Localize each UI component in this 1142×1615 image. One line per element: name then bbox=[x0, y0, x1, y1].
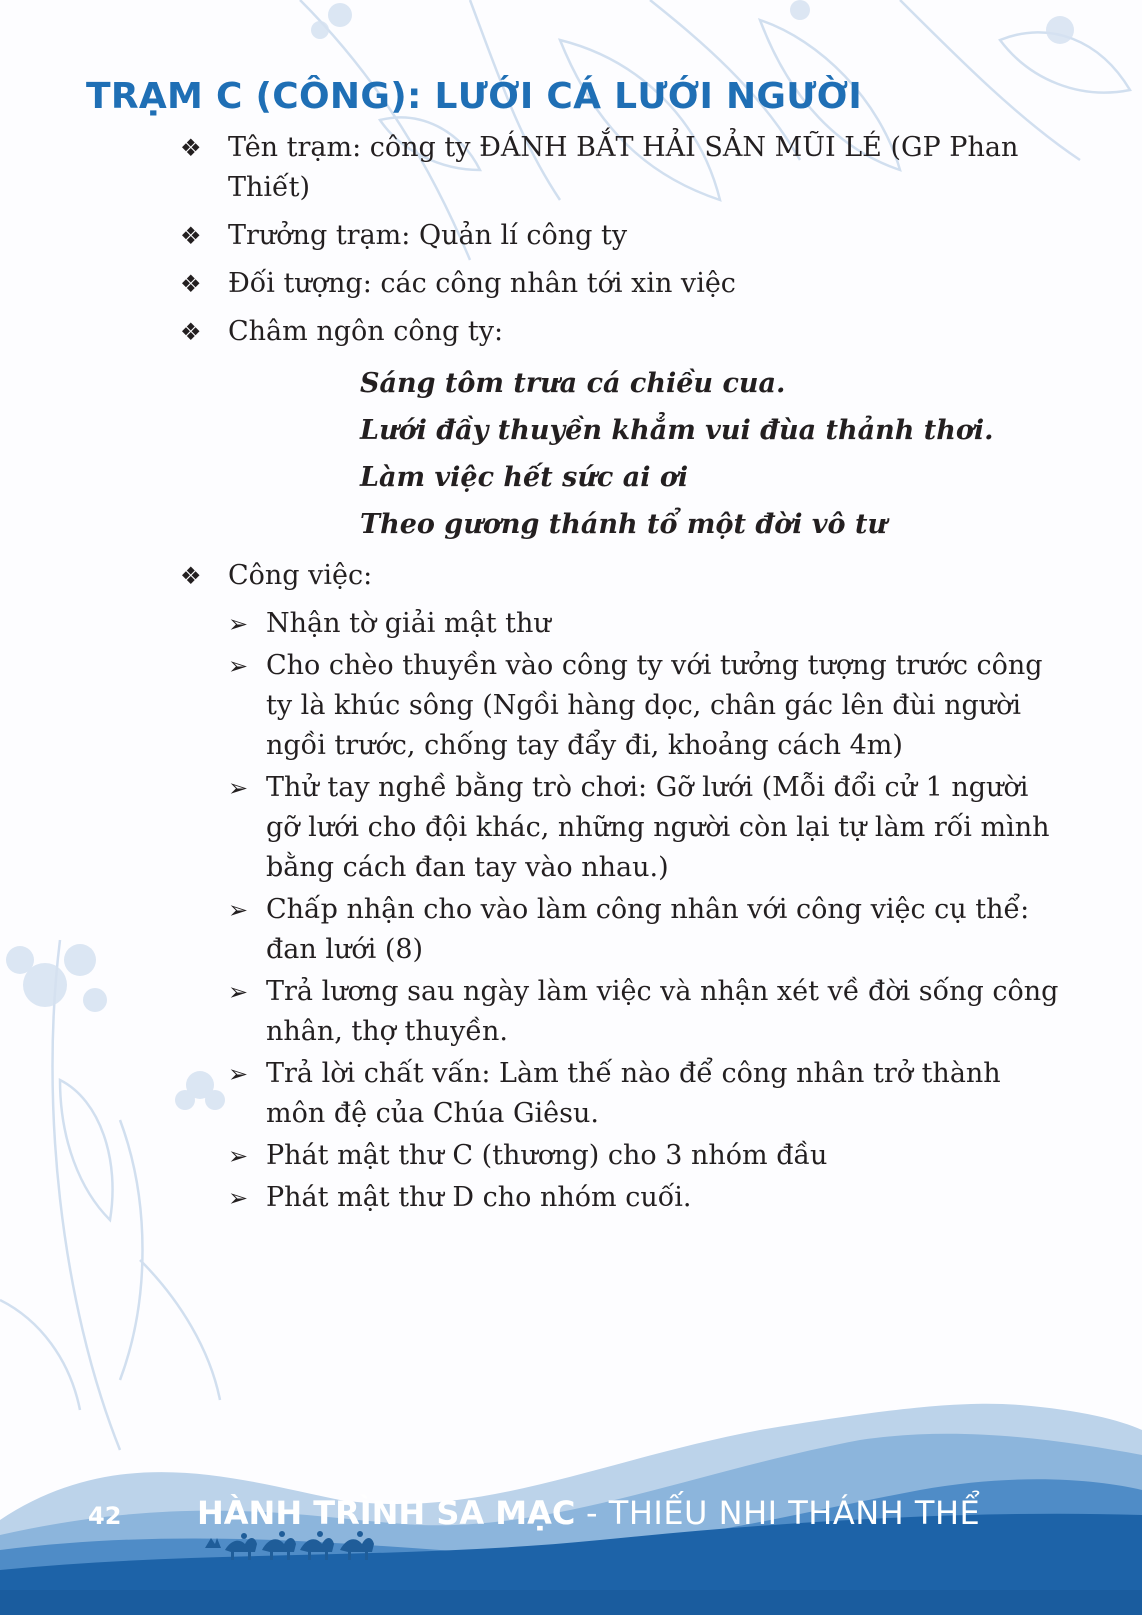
item-text: Trưởng trạm: Quản lí công ty bbox=[228, 220, 628, 251]
task-item bbox=[228, 1136, 1060, 1176]
task-text: Trả lời chất vấn: Làm thế nào để công nhân trở thành môn đệ của Chúa Giêsu. bbox=[266, 1058, 1001, 1129]
task-text: Phát mật thư C (thương) cho 3 nhóm đầu bbox=[266, 1140, 828, 1171]
list-item bbox=[180, 312, 1060, 352]
book-title-sub: THIẾU NHI THÁNH THỂ bbox=[608, 1494, 981, 1532]
task-text: Cho chèo thuyền vào công ty với tưởng tượng trước công ty là khúc sông (Ngồi hàng dọc, chân gác lên đùi người ngồi trước, chống tay đẩy đi, khoảng cách 4m) bbox=[266, 650, 1043, 761]
book-title-separator: - bbox=[575, 1494, 609, 1532]
arrow-bullet-icon: ➢ bbox=[228, 896, 249, 924]
company-motto-poem bbox=[180, 360, 1060, 548]
diamond-bullet-icon: ❖ bbox=[180, 562, 202, 590]
diamond-bullet-icon: ❖ bbox=[180, 270, 202, 298]
motto-line: Theo gương thánh tổ một đời vô tư bbox=[360, 509, 888, 540]
list-item bbox=[180, 216, 1060, 256]
task-item bbox=[228, 972, 1060, 1052]
task-text: Chấp nhận cho vào làm công nhân với công việc cụ thể: đan lưới (8) bbox=[266, 894, 1030, 965]
diamond-bullet-icon: ❖ bbox=[180, 318, 202, 346]
book-title-footer bbox=[197, 1494, 980, 1532]
item-text: Tên trạm: công ty ĐÁNH BẮT HẢI SẢN MŨI LÉ (GP Phan Thiết) bbox=[228, 132, 1019, 203]
diamond-bullet-icon: ❖ bbox=[180, 134, 202, 162]
motto-line: Sáng tôm trưa cá chiều cua. bbox=[360, 368, 786, 399]
diamond-bullet-icon: ❖ bbox=[180, 222, 202, 250]
task-text: Thử tay nghề bằng trò chơi: Gỡ lưới (Mỗi đổi cử 1 người gỡ lưới cho đội khác, những người còn lại tự làm rối mình bằng cách đan tay vào nhau.) bbox=[266, 772, 1050, 883]
task-item bbox=[228, 1054, 1060, 1134]
task-item bbox=[228, 604, 1060, 644]
task-item bbox=[228, 768, 1060, 888]
page-number: 42 bbox=[88, 1502, 122, 1530]
list-item-work bbox=[180, 556, 1060, 596]
item-text: Châm ngôn công ty: bbox=[228, 316, 504, 347]
arrow-bullet-icon: ➢ bbox=[228, 610, 249, 638]
arrow-bullet-icon: ➢ bbox=[228, 774, 249, 802]
list-item bbox=[180, 264, 1060, 304]
task-item bbox=[228, 890, 1060, 970]
arrow-bullet-icon: ➢ bbox=[228, 1142, 249, 1170]
arrow-bullet-icon: ➢ bbox=[228, 978, 249, 1006]
work-label: Công việc: bbox=[228, 560, 373, 591]
book-title-main: HÀNH TRÌNH SA MẠC bbox=[197, 1494, 576, 1532]
task-list bbox=[180, 604, 1060, 1218]
motto-line: Lưới đầy thuyền khẳm vui đùa thảnh thơi. bbox=[360, 415, 994, 446]
motto-line: Làm việc hết sức ai ơi bbox=[360, 462, 689, 493]
item-text: Đối tượng: các công nhân tới xin việc bbox=[228, 268, 736, 299]
arrow-bullet-icon: ➢ bbox=[228, 1060, 249, 1088]
content-body bbox=[180, 128, 1060, 1220]
task-item bbox=[228, 646, 1060, 766]
arrow-bullet-icon: ➢ bbox=[228, 652, 249, 680]
list-item bbox=[180, 128, 1060, 208]
arrow-bullet-icon: ➢ bbox=[228, 1184, 249, 1212]
task-text: Phát mật thư D cho nhóm cuối. bbox=[266, 1182, 692, 1213]
task-item bbox=[228, 1178, 1060, 1218]
task-text: Trả lương sau ngày làm việc và nhận xét về đời sống công nhân, thợ thuyền. bbox=[266, 976, 1059, 1047]
page-title: TRẠM C (CÔNG): LƯỚI CÁ LƯỚI NGƯỜI bbox=[86, 76, 863, 117]
task-text: Nhận tờ giải mật thư bbox=[266, 608, 551, 639]
